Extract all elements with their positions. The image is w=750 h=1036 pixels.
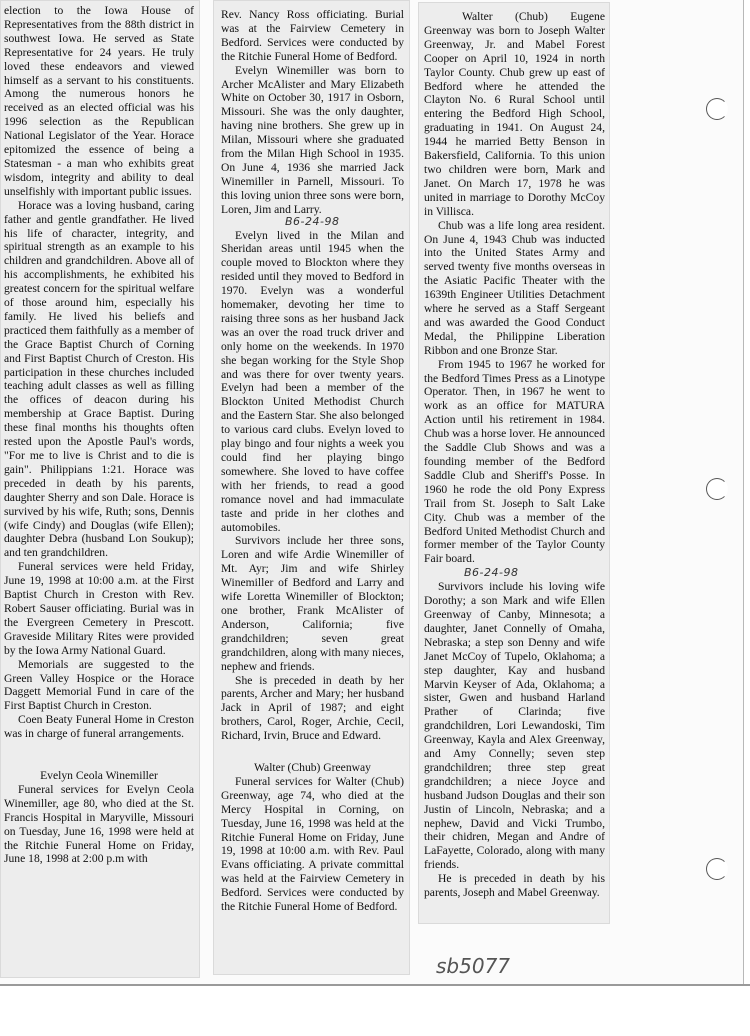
paragraph: Walter (Chub) Eugene Greenway was born to Joseph Walter Greenway, Jr. and Mabel Forest Cooper on April 10, 1924 in north Taylor County. Chub grew up east of Bedford where he attended the Clayton No. 6 Rural School until entering the Bedford High School, graduating in 1941. On August 24, 1944 he married Betty Benson in Bakersfield, California. To this union two children were born, Mark and Janet. On March 17, 1978 he was united in marriage to Dorothy McCoy in Villisca. xyxy=(424,10,605,218)
paragraph: Evelyn lived in the Milan and Sheridan areas until 1945 when the couple moved to Blockton where they resided until they moved to Bedford in 1970. Evelyn was a wonderful homemaker, devoting her time to raising three sons as her husband Jack was an over the road truck driver and only home on the weekends. In 1970 she began working for the Style Shop and was there for over twenty years. Evelyn had been a member of the Blockton United Methodist Church and the Eastern Star. She also belonged to various card clubs. Evelyn loved to play bingo and four nights a week you could find her playing bingo somewhere. She loved to have coffee with her friends, to read a good romance novel and had immaculate taste and pride in her clothes and automobiles. xyxy=(221,228,404,534)
paragraph: From 1945 to 1967 he worked for the Bedford Times Press as a Linotype Operator. Then, in 1967 he went to work as an office for MATURA Action until his retirement in 1984. Chub was a horse lover. He announced the Saddle Club Shows and was a founding member of the Bedford Saddle Club and Sheriff's Posse. In 1960 he rode the old Pony Express Trail from St. Joseph to Salt Lake City. Chub was a member of the Bedford United Methodist Church and former member of the Taylor County Fair board. xyxy=(424,357,605,566)
punch-hole-icon xyxy=(706,98,728,120)
paragraph: Funeral services for Walter (Chub) Greenway, age 74, who died at the Mercy Hospital in Corning, on Tuesday, June 16, 1998 was held at the Ritchie Funeral Home on Friday, June 19, 1998 at 10:00 a.m. with Rev. Paul Evans officiating. A private committal was held at the Fairview Cemetery in Bedford. Services were conducted by the Ritchie Funeral Home of Bedford. xyxy=(221,774,404,914)
paragraph: Chub was a life long area resident. On June 4, 1943 Chub was inducted into the United States Army and served twenty five months overseas in the Asiatic Pacific Theater with the 1639th Engineer Utilities Detachment where he served as a Staff Sergeant and was awarded the Good Conduct Medal, the Philippine Liberation Ribbon and one Bronze Star. xyxy=(424,218,605,357)
page-bottom-margin xyxy=(0,984,750,1036)
handwritten-date: B6-24-98 xyxy=(285,214,340,228)
paragraph: Funeral services were held Friday, June 19, 1998 at 10:00 a.m. at the First Baptist Church in Creston with Rev. Robert Sauser officiating. Burial was in the Evergreen Cemetery in Prescott. Graveside Military Rites were provided by the Iowa Army National Guard. xyxy=(4,560,194,657)
paragraph: Memorials are suggested to the Green Valley Hospice or the Horace Daggett Memorial Fund in care of the First Baptist Church in Creston. xyxy=(4,657,194,713)
obituary-heading: Walter (Chub) Greenway xyxy=(254,761,371,775)
paragraph: Coen Beaty Funeral Home in Creston was in charge of funeral arrangements. xyxy=(4,713,194,741)
clipping-column-3 xyxy=(418,2,610,924)
paragraph: Evelyn Winemiller was born to Archer McAlister and Mary Elizabeth White on October 30, 1917 in Osborn, Missouri. She was the only daughter, having nine brothers. She grew up in Milan, Missouri where she graduated from the Milan High School in 1935. On June 4, 1936 she married Jack Winemiller in Parnell, Missouri. To this loving union three sons were born, Loren, Jim and Larry. xyxy=(221,63,404,216)
punch-hole-icon xyxy=(706,478,728,500)
paragraph: Horace was a loving husband, caring father and gentle grandfather. He lived his life of character, integrity, and spiritual strength as an example to his children and grandchildren. Above all of his accomplishments, he exhibited his greatest concern for the spiritual welfare of those around him, especially his family. He lived his beliefs and practiced them faithfully as a member of the Grace Baptist Church of Corning and First Baptist Church of Creston. His participation in these churches included teaching adult classes as well as filling the offices of deacon during his membership at Grace Baptist. During these final months his thoughts often rested upon the Apostle Paul's words, "For me to live is Christ and to die is gain". Philippians 1:21. Horace was preceded in death by his parents, daughter Sherry and son Dale. Horace is survived by his wife, Ruth; sons, Dennis (wife Cindy) and Douglas (wife Ellen); daughter Debra (husband Lon Soukup); and ten grandchildren. xyxy=(4,198,194,560)
paragraph: Rev. Nancy Ross officiating. Burial was at the Fairview Cemetery in Bedford. Services were conducted by the Ritchie Funeral Home of Bedford. xyxy=(221,8,404,63)
paragraph: She is preceded in death by her parents, Archer and Mary; her husband Jack in April of 1987; and eight brothers, Carol, Roger, Archie, Cecil, Richard, Irvin, Bruce and Edward. xyxy=(221,673,404,743)
paragraph: Survivors include her three sons, Loren and wife Ardie Winemiller of Mt. Ayr; Jim and wife Shirley Winemiller of Bedford and Larry and wife Loretta Winemiller of Blockton; one brother, Frank McAlister of Anderson, California; five grandchildren; seven great grandchildren, along with many nieces, nephew and friends. xyxy=(221,534,404,673)
handwritten-date: B6-24-98 xyxy=(464,566,519,580)
clipping-column-1 xyxy=(0,0,200,978)
paragraph: He is preceded in death by his parents, Joseph and Mabel Greenway. xyxy=(424,872,605,900)
clipping-column-2 xyxy=(213,0,410,975)
handwritten-page-note: sb5077 xyxy=(436,954,511,978)
punch-hole-icon xyxy=(706,858,728,880)
paragraph: election to the Iowa House of Representatives from the 88th district in southwest Iowa. He served as State Representative for 24 years. He truly loved these endeavors and viewed himself as a servant to his constituents. Among the numerous honors he received as an elected official was his 1996 selection as the Republican National Legislator of the Year. Horace epitomized the essence of being a Statesman - a man who exhibits great wisdom, integrity and ability to deal unselfishly with important public issues. xyxy=(4,4,194,198)
paragraph: Funeral services for Evelyn Ceola Winemiller, age 80, who died at the St. Francis Hospital in Maryville, Missouri on Tuesday, June 16, 1998 were held at the Ritchie Funeral Home on Friday, June 18, 1998 at 2:00 p.m with xyxy=(4,782,194,866)
paragraph: Survivors include his loving wife Dorothy; a son Mark and wife Ellen Greenway of Canby, Minnesota; a daughter, Janet Connelly of Omaha, Nebraska; a step son Denny and wife Janet McCoy of Tupelo, Oklahoma; a step daughter, Kay and husband Marvin Keyser of Ada, Oklahoma; a sister, Gwen and husband Harland Prather of Clarinda; five grandchildren, Lori Lewandoski, Tim Greenway, Kayla and Alex Greenway, and Amy Connelly; seven step grandchildren; three step great grandchildren; a niece Joyce and husband Judson Douglas and their son Justin of Lincoln, Nebraska; and a nephew, David and Vicki Trumbo, their chidren, Megan and Andre of LaFayette, Colorado, along with many friends. xyxy=(424,580,605,872)
obituary-heading: Evelyn Ceola Winemiller xyxy=(40,769,158,783)
